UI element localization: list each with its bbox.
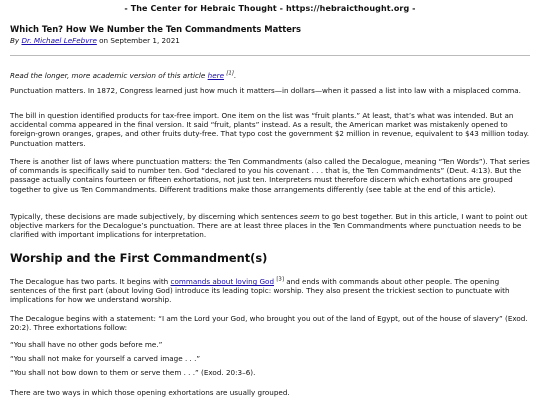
paragraph-7: There are two ways in which those opening exhortations are usually grouped. xyxy=(10,388,290,397)
section-heading: Worship and the First Commandment(s) xyxy=(10,251,268,265)
author-link[interactable]: Dr. Michael LeFebvre xyxy=(21,36,97,45)
paragraph-2: The bill in question identified products for tax-free import. One item on the list was “fruit plants.” At least, that’s what was intended. But an accidental comma appeared in the final version. It said “fruit, plants” instead. As a result, the American market was mistakenly opened to foreign-grown oranges, grapes, and other fruits duty-free. That typo cost the government $2 million in revenue, equivalent to $43 million today. Punctuation matters. xyxy=(10,111,530,148)
article-byline xyxy=(10,36,530,46)
article-content xyxy=(10,24,530,397)
paragraph-4-a: Typically, these decisions are made subjectively, by discerning which sentences xyxy=(10,212,300,221)
quote-3: “You shall not bow down to them or serve them . . .” (Exod. 20:3–6). xyxy=(10,368,256,377)
footnote-1[interactable]: [1] xyxy=(226,70,234,77)
footnote-3[interactable]: [3] xyxy=(276,276,284,283)
paragraph-6: The Decalogue begins with a statement: “I am the Lord your God, who brought you out of the land of Egypt, out of the house of slavery” (Exod. 20:2). Three exhortations follow: xyxy=(10,314,528,333)
intro-note xyxy=(10,71,236,80)
intro-prefix: Read the longer, more academic version of this article xyxy=(10,71,208,80)
title-divider xyxy=(10,55,530,56)
paragraph-4-b: to go best together. But in this article, I want to point out objective markers for the Decalogue’s punctuation. There are at least three places in the Ten Commandments where punctuation needs to be clarified with important implications for interpretation. xyxy=(10,212,528,240)
paragraph-1: Punctuation matters. In 1872, Congress learned just how much it matters—in dollars—when it passed a list into law with a misplaced comma. xyxy=(10,86,521,95)
byline-date: on September 1, 2021 xyxy=(96,36,180,45)
quote-2: “You shall not make for yourself a carved image . . .” xyxy=(10,354,201,363)
article-title: Which Ten? How We Number the Ten Commandments Matters xyxy=(10,24,302,34)
paragraph-5-a: The Decalogue has two parts. It begins with xyxy=(10,277,171,286)
paragraph-5-b: and ends with commands about other people. The opening sentences of the first part (about loving God) introduce its leading topic: worship. They also present the trickiest section to punctuate with implications for how we understand worship. xyxy=(10,277,510,305)
paragraph-3: There is another list of laws where punctuation matters: the Ten Commandments (also called the Decalogue, meaning “Ten Words”). That series of commands is specifically said to number ten. God “declared to you his covenant . . . that is, the Ten Commandments” (Deut. 4:13). But the passage actually contains fourteen or fifteen exhortations, not just ten. Interpreters must therefore discern which exhortations are grouped together to give us Ten Commandments. Different traditions make those arrangements differently (see table at the end of this article). xyxy=(10,157,530,194)
quote-1: “You shall have no other gods before me.” xyxy=(10,340,163,349)
longer-version-link[interactable]: here xyxy=(207,71,224,80)
loving-god-link[interactable]: commands about loving God xyxy=(170,277,275,286)
paragraph-4 xyxy=(10,212,530,240)
intro-suffix: . xyxy=(233,71,237,80)
paragraph-4-emphasis: seem xyxy=(300,212,320,221)
site-header: - The Center for Hebraic Thought - https://hebraicthought.org - xyxy=(124,4,416,13)
paragraph-5 xyxy=(10,277,530,305)
byline-prefix: By xyxy=(10,36,22,45)
